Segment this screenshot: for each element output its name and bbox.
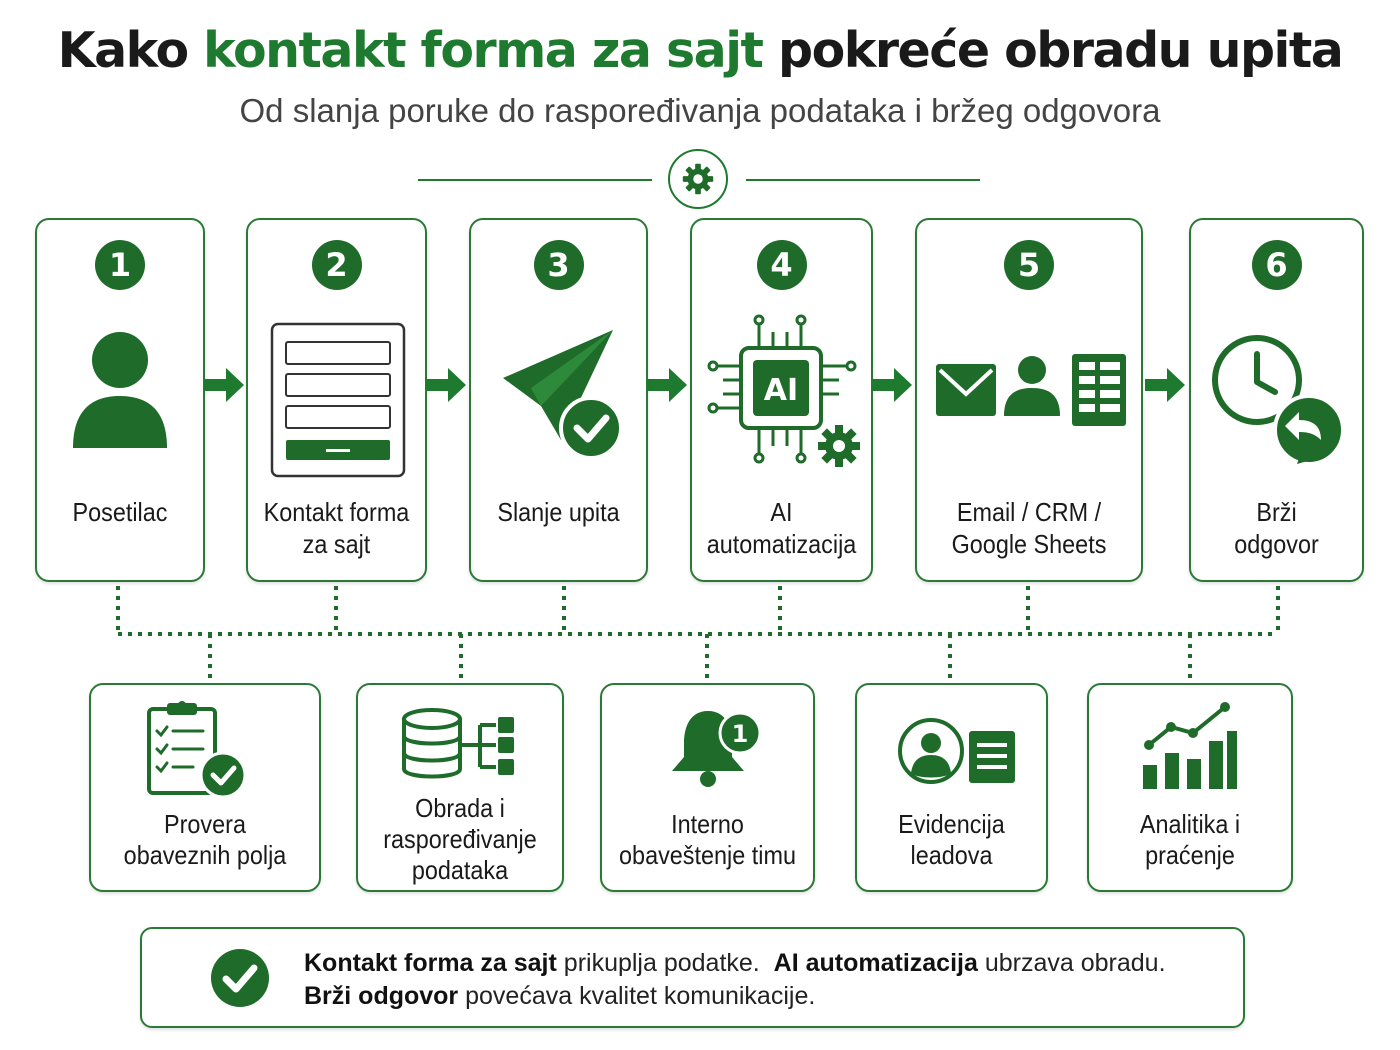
user-icon	[1004, 356, 1060, 416]
summary-box	[140, 927, 1245, 1028]
step-label: Posetilac	[72, 497, 168, 527]
arrow-right-icon	[1145, 366, 1185, 404]
feature-label-line-2: praćenje	[1145, 840, 1235, 870]
step-number: 2	[312, 240, 362, 290]
step-label-line-2: za sajt	[302, 529, 371, 559]
step-number: 1	[95, 240, 145, 290]
step-number: 6	[1252, 240, 1302, 290]
step-label-line-1: Kontakt forma	[263, 497, 410, 527]
lead-profile-icon	[897, 717, 1017, 787]
arrow-right-icon	[872, 366, 912, 404]
check-circle-icon	[210, 948, 270, 1008]
arrow-right-icon	[647, 366, 687, 404]
dotted-connectors	[0, 582, 1400, 686]
envelope-icon	[936, 364, 996, 416]
step-label-line-1: Email / CRM /	[956, 497, 1102, 527]
spreadsheet-icon	[1072, 354, 1126, 426]
arrow-right-icon	[204, 366, 244, 404]
analytics-chart-icon	[1139, 701, 1239, 791]
gear-icon	[818, 425, 860, 467]
feature-label-line-2: obaveznih polja	[123, 840, 287, 870]
feature-card-lead-records	[855, 683, 1048, 892]
step-number: 5	[1004, 240, 1054, 290]
title-highlight: kontakt forma za sajt	[203, 22, 763, 79]
user-icon	[70, 328, 170, 450]
title-part-1: Kako	[57, 22, 204, 79]
feature-card-team-notification	[600, 683, 815, 892]
feature-label-line-1: Evidencija	[898, 809, 1005, 839]
feature-label-line-1: Provera	[164, 809, 246, 839]
step-label-line-2: odgovor	[1234, 529, 1319, 559]
feature-label-line-1: Obrada i	[415, 793, 505, 823]
step-card-contact-form	[246, 218, 427, 582]
step-label-line-2: automatizacija	[706, 529, 857, 559]
feature-card-required-fields	[89, 683, 321, 892]
step-label-line-1: AI	[770, 497, 793, 527]
clock-reply-icon	[1211, 334, 1347, 470]
feature-label-line-1: Interno	[671, 809, 744, 839]
form-icon	[270, 322, 406, 478]
step-card-ai-automation	[690, 218, 873, 582]
divider-right	[746, 179, 980, 181]
divider-left	[418, 179, 652, 181]
step-label: Slanje upita	[497, 497, 620, 527]
feature-label-line-3: podataka	[411, 855, 509, 885]
step-number: 3	[534, 240, 584, 290]
step-number: 4	[757, 240, 807, 290]
arrow-right-icon	[426, 366, 466, 404]
ai-chip-icon	[707, 314, 863, 470]
diagram-subtitle: Od slanja poruke do raspoređivanja podataka i bržeg odgovora	[239, 92, 1161, 129]
reply-icon	[1275, 396, 1343, 464]
summary-text-2: ubrzava obradu.	[977, 949, 1166, 977]
feature-label-line-2: raspoređivanje	[383, 824, 537, 854]
feature-label-line-2: obaveštenje timu	[619, 840, 796, 870]
title-part-2: pokreće obradu upita	[762, 22, 1343, 79]
step-label-line-1: Brži	[1256, 497, 1297, 527]
step-card-send-inquiry	[469, 218, 648, 582]
notification-count: 1	[731, 720, 749, 748]
summary-bold-2: AI automatizacija	[773, 949, 978, 977]
step-card-email-crm-sheets	[915, 218, 1143, 582]
paper-plane-icon	[501, 328, 625, 464]
gear-icon	[679, 160, 717, 198]
bell-notification-icon	[668, 707, 764, 789]
check-icon	[561, 398, 621, 458]
feature-card-analytics	[1087, 683, 1293, 892]
summary-bold-1: Kontakt forma za sajt	[304, 949, 557, 977]
summary-text-3: povećava kvalitet komunikacije.	[458, 982, 816, 1010]
ai-chip-text: AI	[763, 373, 799, 408]
step-label-line-2: Google Sheets	[951, 529, 1107, 559]
summary-bold-3: Brži odgovor	[304, 982, 459, 1010]
summary-line-1	[304, 947, 1166, 980]
diagram-title	[0, 22, 1400, 79]
email-crm-sheets-icons	[934, 354, 1128, 426]
step-card-visitor	[35, 218, 205, 582]
summary-line-2	[304, 980, 1166, 1013]
header-gear-badge	[668, 149, 728, 209]
summary-text-1: prikuplja podatke.	[556, 949, 760, 977]
feature-label-line-1: Analitika i	[1139, 809, 1241, 839]
step-card-faster-reply	[1189, 218, 1364, 582]
feature-label-line-2: leadova	[910, 840, 993, 870]
feature-card-data-processing	[356, 683, 564, 892]
summary-text	[304, 947, 1166, 1013]
database-routing-icon	[402, 707, 518, 783]
clipboard-check-icon	[145, 699, 249, 799]
